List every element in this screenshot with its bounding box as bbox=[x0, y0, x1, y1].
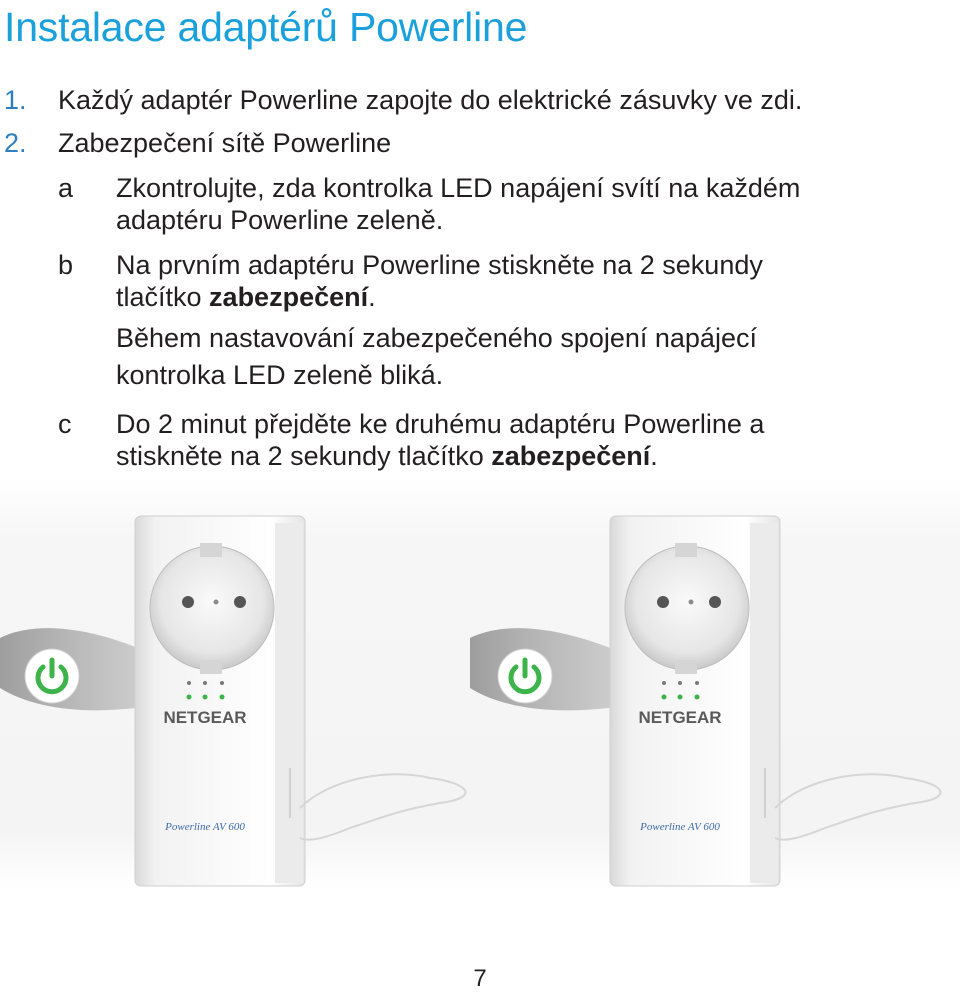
substep-b-line4: kontrolka LED zeleně bliká. bbox=[116, 360, 444, 390]
security-button-term-2: zabezpečení bbox=[491, 441, 651, 471]
led-ethernet-right bbox=[678, 695, 683, 700]
substep-c-line2 bbox=[116, 440, 658, 472]
led-power-left bbox=[187, 695, 192, 700]
step-2-text: Zabezpečení sítě Powerline bbox=[58, 128, 392, 158]
step-1-text: Každý adaptér Powerline zapojte do elektrické zásuvky ve zdi. bbox=[58, 85, 803, 115]
substep-c-line1: Do 2 minut přejděte ke druhému adaptéru Powerline a bbox=[116, 409, 765, 439]
brand-label-left: NETGEAR bbox=[163, 708, 247, 727]
socket-clip-bottom-right bbox=[675, 660, 697, 674]
socket-hole-left-b bbox=[234, 596, 246, 608]
socket-hole-left-a bbox=[182, 596, 194, 608]
socket-center-right bbox=[689, 600, 694, 605]
led-plc-symbol-left bbox=[220, 681, 224, 685]
model-label-left: Powerline AV 600 bbox=[165, 821, 245, 833]
substep-b-line1: Na prvním adaptéru Powerline stiskněte na 2 sekundy bbox=[116, 250, 763, 280]
step-2-number: 2. bbox=[4, 128, 27, 158]
substep-a-letter: a bbox=[58, 173, 74, 203]
led-ethernet-symbol-left bbox=[203, 681, 207, 685]
substep-a-line2: adaptéru Powerline zeleně. bbox=[116, 205, 444, 235]
led-plc-left bbox=[220, 695, 225, 700]
led-plc-symbol-right bbox=[695, 681, 699, 685]
adapter-illustration bbox=[0, 478, 960, 890]
substep-c-letter: c bbox=[58, 409, 72, 439]
led-plc-right bbox=[695, 695, 700, 700]
led-power-symbol-right bbox=[662, 681, 666, 685]
socket-right bbox=[625, 546, 749, 670]
substep-b-line2 bbox=[116, 281, 376, 313]
led-ethernet-symbol-right bbox=[678, 681, 682, 685]
socket-left bbox=[150, 546, 274, 670]
led-power-right bbox=[662, 695, 667, 700]
led-power-symbol-left bbox=[187, 681, 191, 685]
substep-a-line1: Zkontrolujte, zda kontrolka LED napájení svítí na každém bbox=[116, 173, 801, 203]
substep-b-line2-suffix: . bbox=[368, 282, 376, 312]
security-button-term: zabezpečení bbox=[209, 282, 369, 312]
substep-b-line2-prefix: tlačítko bbox=[116, 282, 210, 312]
adapter-side-left bbox=[275, 523, 303, 883]
substep-b-letter: b bbox=[58, 250, 74, 280]
socket-center-left bbox=[214, 600, 219, 605]
substep-c-line2-suffix: . bbox=[650, 441, 658, 471]
socket-clip-top-left bbox=[200, 543, 222, 557]
socket-hole-right-b bbox=[709, 596, 721, 608]
model-label-right: Powerline AV 600 bbox=[640, 821, 720, 833]
socket-clip-bottom-left bbox=[200, 660, 222, 674]
socket-clip-top-right bbox=[675, 543, 697, 557]
brand-label-right: NETGEAR bbox=[638, 708, 722, 727]
page-number: 7 bbox=[473, 965, 487, 992]
page-title: Instalace adaptérů Powerline bbox=[4, 4, 528, 50]
socket-hole-right-a bbox=[657, 596, 669, 608]
led-ethernet-left bbox=[203, 695, 208, 700]
substep-c-line2-prefix: stiskněte na 2 sekundy tlačítko bbox=[116, 441, 492, 471]
step-1-number: 1. bbox=[4, 85, 27, 115]
adapter-side-right bbox=[750, 523, 778, 883]
substep-b-line3: Během nastavování zabezpečeného spojení napájecí bbox=[116, 323, 757, 353]
